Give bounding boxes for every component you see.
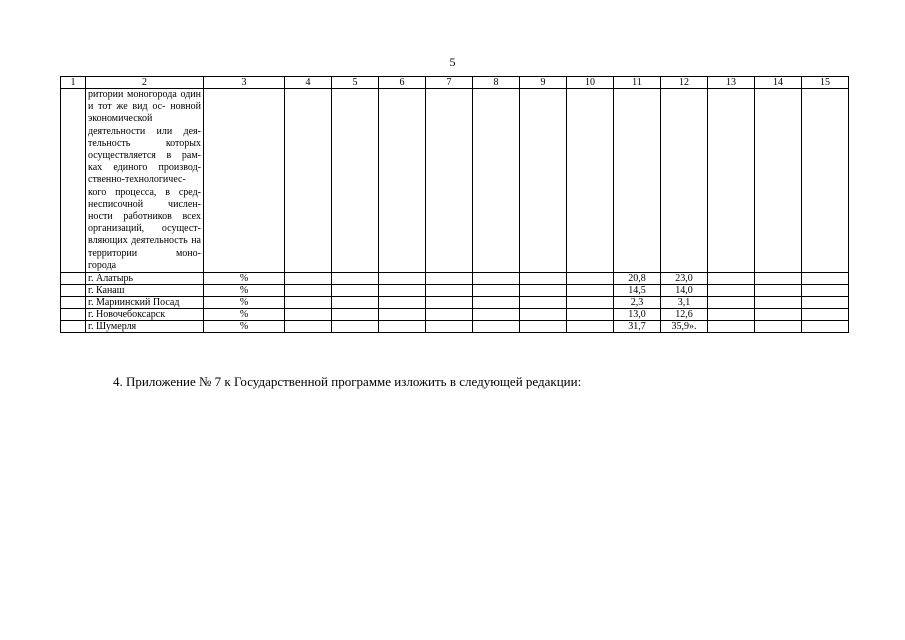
city-name: г. Алатырь bbox=[86, 273, 204, 285]
table-cell bbox=[708, 273, 755, 285]
table-cell bbox=[802, 273, 849, 285]
table-cell bbox=[473, 297, 520, 309]
table-cell bbox=[661, 89, 708, 273]
table-cell bbox=[61, 321, 86, 333]
table-cell bbox=[285, 309, 332, 321]
table-cell bbox=[285, 297, 332, 309]
table-row bbox=[61, 297, 849, 309]
table-cell bbox=[473, 321, 520, 333]
table-cell bbox=[426, 273, 473, 285]
paragraph-text: 4. Приложение № 7 к Государственной программе изложить в следующей редакции: bbox=[113, 374, 582, 389]
column-header: 8 bbox=[473, 77, 520, 89]
unit-cell: % bbox=[204, 273, 285, 285]
table-cell bbox=[426, 297, 473, 309]
table-cell bbox=[426, 89, 473, 273]
table-cell bbox=[379, 309, 426, 321]
value-col11: 2,3 bbox=[614, 297, 661, 309]
table-cell bbox=[755, 285, 802, 297]
table-cell bbox=[567, 309, 614, 321]
table-cell bbox=[426, 309, 473, 321]
unit-cell: % bbox=[204, 309, 285, 321]
description-line: на территории моно- bbox=[88, 235, 201, 259]
description-line: организаций, осущест- bbox=[88, 223, 201, 235]
table-cell bbox=[204, 89, 285, 273]
table-cell bbox=[379, 273, 426, 285]
table-cell bbox=[520, 297, 567, 309]
column-header: 5 bbox=[332, 77, 379, 89]
description-line: ритории моногорода bbox=[88, 89, 177, 100]
table-cell bbox=[755, 321, 802, 333]
description-line: несписочной числен- bbox=[88, 198, 201, 210]
table-cell bbox=[379, 285, 426, 297]
table-cell bbox=[614, 89, 661, 273]
table-cell bbox=[802, 285, 849, 297]
table-cell bbox=[708, 297, 755, 309]
table-cell bbox=[567, 285, 614, 297]
column-header: 9 bbox=[520, 77, 567, 89]
table-cell bbox=[332, 309, 379, 321]
column-header: 4 bbox=[285, 77, 332, 89]
column-header: 11 bbox=[614, 77, 661, 89]
table-cell bbox=[285, 273, 332, 285]
description-line: осуществляется в рам- bbox=[88, 150, 201, 162]
table-cell bbox=[285, 89, 332, 273]
table-cell bbox=[379, 297, 426, 309]
value-col11: 20,8 bbox=[614, 273, 661, 285]
city-name: г. Новочебоксарск bbox=[86, 309, 204, 321]
indicator-description bbox=[86, 89, 204, 273]
table-cell bbox=[567, 321, 614, 333]
column-header: 6 bbox=[379, 77, 426, 89]
description-line: новной экономической bbox=[88, 101, 201, 125]
value-col12: 12,6 bbox=[661, 309, 708, 321]
description-line: вляющих деятельность bbox=[88, 235, 188, 247]
value-col12: 3,1 bbox=[661, 297, 708, 309]
table-cell bbox=[61, 273, 86, 285]
table-cell bbox=[708, 89, 755, 273]
table-cell bbox=[755, 309, 802, 321]
unit-cell: % bbox=[204, 297, 285, 309]
description-line: ности работников всех bbox=[88, 211, 201, 223]
table-cell bbox=[708, 309, 755, 321]
table-cell bbox=[332, 321, 379, 333]
indicators-table bbox=[60, 76, 849, 333]
description-line: деятельности или дея- bbox=[88, 125, 201, 137]
table-row bbox=[61, 273, 849, 285]
table-cell bbox=[802, 309, 849, 321]
value-col12: 35,9». bbox=[661, 321, 708, 333]
description-line: ственно-технологичес- bbox=[88, 174, 186, 186]
table-cell bbox=[285, 285, 332, 297]
column-header: 2 bbox=[86, 77, 204, 89]
column-header: 1 bbox=[61, 77, 86, 89]
table-cell bbox=[61, 89, 86, 273]
table-cell bbox=[332, 285, 379, 297]
table-cell bbox=[473, 273, 520, 285]
column-header: 15 bbox=[802, 77, 849, 89]
column-header: 14 bbox=[755, 77, 802, 89]
table-cell bbox=[473, 89, 520, 273]
table-cell bbox=[567, 273, 614, 285]
description-line: тельность которых bbox=[88, 137, 201, 149]
table-cell bbox=[567, 89, 614, 273]
table-cell bbox=[520, 273, 567, 285]
table-cell bbox=[755, 89, 802, 273]
table-cell bbox=[332, 273, 379, 285]
column-header: 10 bbox=[567, 77, 614, 89]
table-cell bbox=[708, 321, 755, 333]
table-row bbox=[61, 321, 849, 333]
unit-cell: % bbox=[204, 285, 285, 297]
column-header: 12 bbox=[661, 77, 708, 89]
value-col11: 31,7 bbox=[614, 321, 661, 333]
value-col12: 14,0 bbox=[661, 285, 708, 297]
column-header: 7 bbox=[426, 77, 473, 89]
description-row bbox=[61, 89, 849, 273]
table-cell bbox=[61, 309, 86, 321]
description-line: один и тот же вид ос- bbox=[88, 89, 201, 113]
description-line: города bbox=[88, 259, 117, 271]
table-cell bbox=[520, 309, 567, 321]
table-cell bbox=[802, 321, 849, 333]
table-cell bbox=[567, 297, 614, 309]
table-cell bbox=[802, 297, 849, 309]
description-line: ках единого производ- bbox=[88, 162, 201, 174]
value-col11: 14,5 bbox=[614, 285, 661, 297]
table-cell bbox=[61, 285, 86, 297]
table-cell bbox=[520, 285, 567, 297]
unit-cell: % bbox=[204, 321, 285, 333]
table-cell bbox=[285, 321, 332, 333]
table-cell bbox=[473, 309, 520, 321]
table-cell bbox=[755, 297, 802, 309]
table-cell bbox=[332, 297, 379, 309]
city-name: г. Мариинский Посад bbox=[86, 297, 204, 309]
column-header: 13 bbox=[708, 77, 755, 89]
page-number: 5 bbox=[449, 55, 456, 69]
header-row bbox=[61, 77, 849, 89]
table-cell bbox=[520, 89, 567, 273]
table-cell bbox=[426, 321, 473, 333]
table-cell bbox=[473, 285, 520, 297]
table-cell bbox=[708, 285, 755, 297]
table-cell bbox=[379, 89, 426, 273]
table-cell bbox=[802, 89, 849, 273]
column-header: 3 bbox=[204, 77, 285, 89]
value-col11: 13,0 bbox=[614, 309, 661, 321]
table-cell bbox=[379, 321, 426, 333]
description-line: кого процесса, в сред- bbox=[88, 186, 201, 198]
table-cell bbox=[520, 321, 567, 333]
table-cell bbox=[332, 89, 379, 273]
table-cell bbox=[755, 273, 802, 285]
table-row bbox=[61, 309, 849, 321]
table-row bbox=[61, 285, 849, 297]
city-name: г. Канаш bbox=[86, 285, 204, 297]
value-col12: 23,0 bbox=[661, 273, 708, 285]
table-cell bbox=[426, 285, 473, 297]
city-name: г. Шумерля bbox=[86, 321, 204, 333]
table-cell bbox=[61, 297, 86, 309]
